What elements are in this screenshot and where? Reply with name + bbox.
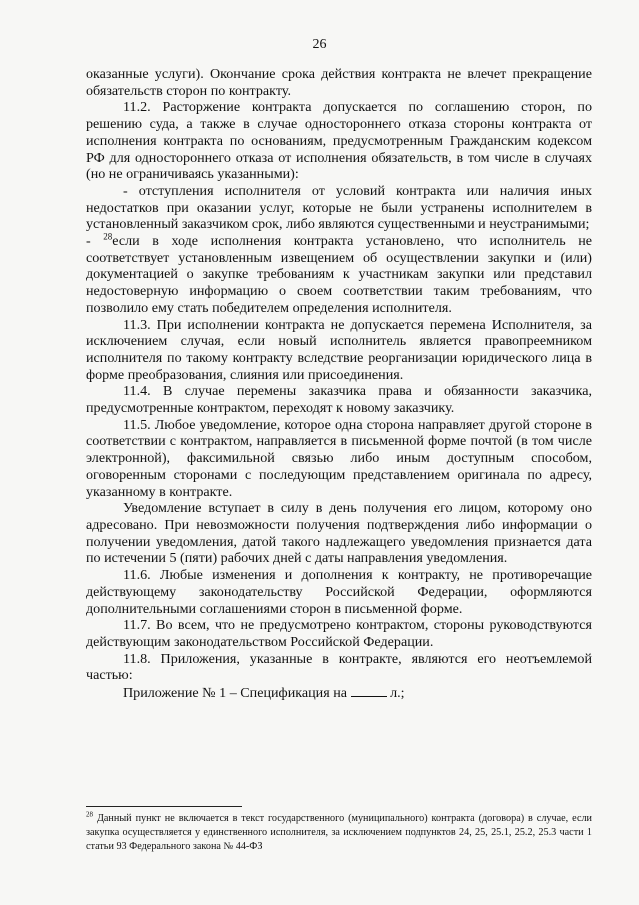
list-item-noncompliance bbox=[86, 233, 592, 317]
list-item-prefix: - bbox=[86, 233, 104, 250]
paragraph-continuation: оказанные услуги). Окончание срока действия контракта не влечет прекращение обязательств сторон по контракту. bbox=[86, 66, 592, 99]
paragraph-11-7: 11.7. Во всем, что не предусмотрено контрактом, стороны руководствуются действующим законодательством Российской Федерации. bbox=[86, 617, 592, 650]
list-item-text: если в ходе исполнения контракта установлено, что исполнитель не соответствует установленным извещением об осуществлении закупки и (или) документацией о закупке требованиям к участникам закупки или представил недостоверную информацию о своем соответствии таким требованиям, что позволило ему стать победителем определения исполнителя. bbox=[86, 233, 592, 316]
footnote-text: Данный пункт не включается в текст государственного (муниципального) контракта (договора) в случае, если закупка осуществляется у единственного исполнителя, за исключением подпунктов 24, 25, 25.1, 25.2, 25.3 части 1 статьи 93 Федерального закона № 44-ФЗ bbox=[86, 813, 592, 852]
paragraph-11-6: 11.6. Любые изменения и дополнения к контракту, не противоречащие действующему законодательству Российской Федерации, оформляются дополнительными соглашениями сторон в письменной форме. bbox=[86, 567, 592, 617]
paragraph-11-2: 11.2. Расторжение контракта допускается по соглашению сторон, по решению суда, а также в случае одностороннего отказа стороны контракта от исполнения контракта по основаниям, предусмотренным Гражданским кодексом РФ для одностороннего отказа от исполнения обязательств, в том числе в случаях (но не ограничиваясь указанными): bbox=[86, 99, 592, 183]
paragraph-11-8: 11.8. Приложения, указанные в контракте, являются его неотъемлемой частью: bbox=[86, 650, 592, 684]
paragraph-notice-effect: Уведомление вступает в силу в день получения его лицом, которому оно адресовано. При невозможности получения подтверждения либо информации о получении уведомления, датой такого надлежащего уведомления признается дата по истечении 5 (пяти) рабочих дней с даты направления уведомления. bbox=[86, 500, 592, 567]
footnote-number: 28 bbox=[86, 810, 93, 819]
appendix-prefix: Приложение № 1 – Спецификация на bbox=[123, 685, 348, 702]
footnote-reference: 28 bbox=[103, 231, 113, 242]
blank-field bbox=[351, 684, 387, 697]
paragraph-11-5: 11.5. Любое уведомление, которое одна сторона направляет другой стороне в соответствии с контрактом, направляется в письменной форме почтой (в том числе электронной), факсимильной связью либо иным доступным способом, оговоренным сторонами с последующим представлением оригинала по адресу, указанному в контракте. bbox=[86, 416, 592, 500]
appendix-line bbox=[86, 684, 592, 702]
paragraph-11-4: 11.4. В случае перемены заказчика права и обязанности заказчика, предусмотренные контрактом, переходят к новому заказчику. bbox=[86, 383, 592, 417]
list-item-deviation: - отступления исполнителя от условий контракта или наличия иных недостатков при оказании услуг, которые не были устранены исполнителем в установленный заказчиком срок, либо являются существенными и неустранимыми; bbox=[86, 182, 592, 233]
footnote bbox=[86, 812, 592, 854]
page-number: 26 bbox=[312, 37, 327, 52]
footnote-divider bbox=[86, 806, 242, 807]
document-body bbox=[86, 66, 592, 702]
appendix-suffix: л.; bbox=[390, 685, 405, 702]
paragraph-11-3: 11.3. При исполнении контракта не допускается перемена Исполнителя, за исключением случая, если новый исполнитель является правопреемником исполнителя по такому контракту вследствие реорганизации юридического лица в форме преобразования, слияния или присоединения. bbox=[86, 316, 592, 383]
